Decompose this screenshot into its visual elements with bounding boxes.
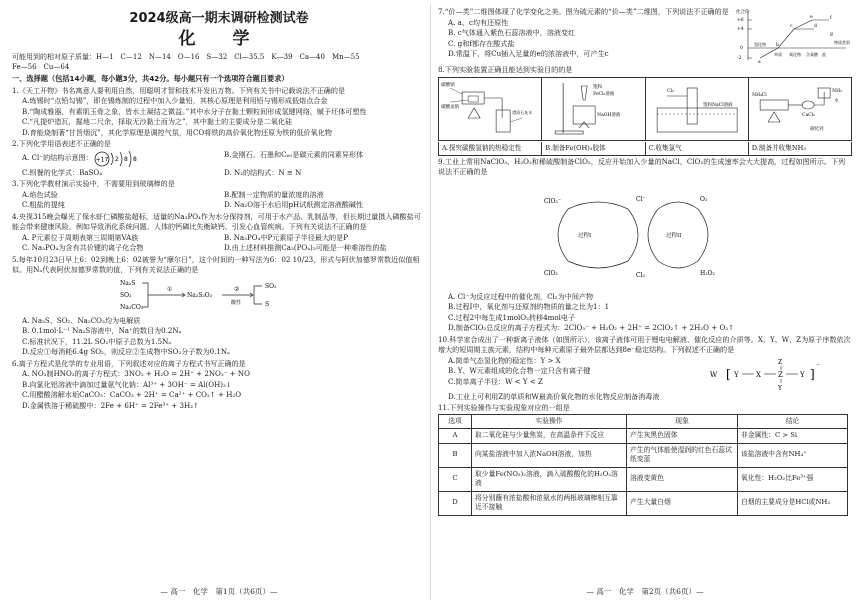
graph-point-d: d bbox=[814, 23, 817, 29]
chloride-ion-structure-diagram bbox=[93, 150, 141, 168]
label: FeCl₃溶液 bbox=[593, 92, 615, 97]
struct-z-center: Z bbox=[778, 370, 783, 379]
option-b: B. c气体通入紫色石蕊溶液中，溶液变红 bbox=[448, 28, 576, 37]
graph-point-a: a bbox=[758, 59, 761, 64]
graph-cat-5: 盐 bbox=[822, 51, 826, 57]
graph-cat-2: 单质 bbox=[774, 51, 782, 57]
option-d: D.由上述材料推测Ca₃(PO₄)₂可能是一种难溶性的盐 bbox=[224, 243, 387, 252]
struct-y-left: Y bbox=[734, 370, 739, 379]
table-row bbox=[439, 491, 848, 515]
option-c: C.收集氯气 bbox=[646, 142, 749, 155]
option-b: B.制备Fe(OH)₃胶体 bbox=[542, 142, 645, 155]
option-d: D.工业上可利用Z的单质和W最高价氧化物的水化物反应制备消毒液 bbox=[448, 391, 660, 401]
question-stem: 5.每年10月23日早上6：02到晚上6：02被誉为“摩尔日”，这个时间的一种写法为6：02 10/23，形式与阿伏加德罗常数近似值相似。用Nₐ代表阿伏加德罗常数的值，下列有关说法正确的是 bbox=[12, 254, 420, 274]
graph-tick-4: +4 bbox=[737, 26, 744, 32]
cell-operation: 取二氧化硅与少量焦炭，在高温条件下反应 bbox=[472, 429, 627, 444]
question-stem: 7.“价—类”二维图体现了化学变化之美。图为硫元素的“价—类”二维图，下列说法不正确的是 bbox=[438, 7, 729, 16]
option-b: B.向氯化铝溶液中滴加过量氨气化钠：Al³⁺ + 3OH⁻ = Al(OH)₃↓ bbox=[22, 379, 232, 389]
option-c: C.过程2中每生成1molO₂转移4mol电子 bbox=[448, 312, 576, 322]
cycle-node: 过程I bbox=[578, 232, 592, 239]
cell-phenomenon: 溶液变黄色 bbox=[627, 467, 738, 491]
label: NH₃ bbox=[831, 89, 842, 94]
atomic-masses-line1: 可能用到的相对原子质量：H—1 C—12 N—14 O—16 S—32 Cl—35.5 K—39 Ca—40 Mn—55 bbox=[12, 53, 360, 61]
struct-cation: W bbox=[710, 370, 718, 379]
exam-subject: 化 学 bbox=[178, 29, 260, 49]
option-d: D.常温下，将Cu插入足量的e的浓溶液中，可产生c bbox=[448, 49, 609, 58]
label: 饱和NaCl溶液 bbox=[702, 103, 733, 108]
struct-x-left: X bbox=[756, 370, 761, 379]
cell-phenomenon: 产生的气体能使湿润的红色石蕊试纸变蓝 bbox=[627, 443, 738, 467]
question-2 bbox=[12, 139, 426, 178]
cycle-node: 过程II bbox=[666, 232, 682, 239]
option-b: B.金刚石、石墨和C₆₀是碳元素的同素异形体 bbox=[224, 149, 364, 159]
graph-cat-4: 含氧酸 bbox=[806, 51, 818, 57]
cycle-node: ClO₂ bbox=[544, 269, 558, 277]
question-6 bbox=[12, 359, 426, 412]
cycle-node: H₂O₂ bbox=[700, 269, 715, 277]
question-7 bbox=[438, 7, 852, 64]
option-c: C. Na₃PO₄为含有共价键的离子化合物 bbox=[22, 243, 144, 252]
option-b: B. Y、W元素组成的化合物一定只含有离子键 bbox=[448, 366, 591, 375]
cycle-node: Cl⁻ bbox=[636, 195, 646, 203]
struct-charge: ⁻ bbox=[816, 361, 820, 370]
label: Cl₂ bbox=[666, 89, 674, 94]
option-b: B.配制一定物质的量浓度的溶液 bbox=[224, 189, 324, 199]
svg-text:+17: +17 bbox=[95, 156, 109, 163]
table-row bbox=[439, 443, 848, 467]
cell-operation: 将分别蘸有浓盐酸和浓氨水的两根玻璃棒相互靠近不接触 bbox=[472, 491, 627, 515]
cell-phenomenon: 产生大量白烟 bbox=[627, 491, 738, 515]
svg-text:8: 8 bbox=[132, 155, 137, 163]
scheme-step-2: ② bbox=[234, 285, 240, 293]
label: 碳酸钠 bbox=[441, 83, 455, 88]
cycle-node: ClO₃⁻ bbox=[544, 197, 562, 205]
option-d: D.制备ClO₂总反应的离子方程式为：2ClO₃⁻ + H₂O₂ + 2H⁺ = 2ClO₂↑ + 2H₂O + O₂↑ bbox=[448, 323, 735, 332]
column-header: 选项 bbox=[439, 414, 472, 429]
graph-cat-3: 氧化物 bbox=[789, 51, 801, 57]
option-b: B. Na₃PO₄中P元素原子半径最大的是P bbox=[224, 232, 349, 242]
option-a: A. Cl⁻为反应过程中的催化剂，Cl₂为中间产物 bbox=[448, 291, 594, 301]
label: 碳酸氢钠 bbox=[441, 105, 460, 110]
cell-conclusion: 白烟的主要成分是HCl或NH₃ bbox=[738, 491, 848, 515]
section-heading: 一、选择题（包括14小题，每小题3分，共42分。每小题只有一个选项符合题目要求） bbox=[12, 74, 289, 83]
question-stem: 9.工业上常用NaClO₃、H₂O₂和稀硫酸制备ClO₂，反应开始加入少量的NaCl，ClO₂的生成速率会大大提高，过程如图所示。下列说法不正确的是 bbox=[438, 156, 846, 176]
question-stem: 4.央视315晚会曝光了保水虾仁磷酸盐超标，适量的Na₃PO₄作为水分保持剂，可用于水产品、乳制品等，但长期过量摄入磷酸盐可能会带来健康风险，例如导致消化系统问题、人体的钙磷比失衡缺钙、引发心血管疾病。下列有关说法不正确的是 bbox=[12, 211, 421, 231]
apparatus-captions bbox=[438, 142, 852, 156]
scheme-reactant-3: Na₂CO₃ bbox=[120, 303, 144, 311]
left-column bbox=[12, 6, 426, 411]
apparatus-b bbox=[542, 78, 645, 140]
cell-operation: 取少量Fe(NO₃)₂溶液，滴入硫酸酸化的H₂O₂溶液 bbox=[472, 467, 627, 491]
apparatus-figures bbox=[438, 77, 852, 141]
reaction-cycle-diagram bbox=[488, 180, 788, 290]
option-d: D. N₂的结构式：N ≡ N bbox=[224, 167, 302, 177]
option-c: C.“凡提炉造瓦，掘地二尺余，择取无沙黏土而为之”，其中黏土的主要成分是二氧化硅 bbox=[22, 117, 293, 126]
option-a: A. NO₂制HNO₃的离子方程式：3NO₂ + H₂O = 2H⁺ + 2NO₃⁻ + NO bbox=[22, 369, 250, 378]
cell-option: A bbox=[439, 429, 472, 444]
option-c: C.简单离子半径：W < Y < Z bbox=[448, 376, 543, 386]
question-stem: 3.下列化学教材演示实验中，不需要用到玻璃棒的是 bbox=[12, 179, 175, 188]
experiment-table bbox=[438, 414, 848, 516]
cell-operation: 向某盐溶液中加入浓NaOH溶液，加热 bbox=[472, 443, 627, 467]
atomic-masses-line2: Fe—56 Cu—64 bbox=[12, 63, 70, 71]
struct-bracket-left: [ bbox=[726, 366, 731, 381]
struct-y-right: Y bbox=[800, 370, 805, 379]
ionic-liquid-structure bbox=[702, 356, 852, 392]
right-column bbox=[438, 6, 852, 516]
cell-option: B bbox=[439, 443, 472, 467]
option-a: A. Na₂S、SO₂、Na₂CO₃均为电解质 bbox=[22, 315, 141, 325]
struct-z-top: Z bbox=[778, 358, 783, 366]
label: CaCl₂ bbox=[801, 113, 815, 118]
apparatus-a bbox=[439, 78, 542, 140]
label: 碳化钙 bbox=[809, 127, 824, 132]
question-9 bbox=[438, 157, 852, 334]
page-divider bbox=[430, 4, 431, 600]
option-b: B.过程I中，氧化剂与还原剂的物质的量之比为1：1 bbox=[448, 302, 610, 311]
option-a: A.炼锡时“点铅勾锡”，即在锡炼制的过程中加入少量铅，其核心原理是利用铅与锡形成低熔点合金 bbox=[22, 96, 328, 105]
graph-tick-6: +6 bbox=[737, 17, 744, 23]
option-b: B.“陶成雅器，有素肌玉骨之象，皆水土凝结之微益。”其中水分子在黏土颗粒间形成氢键网络，赋予坯体可塑性 bbox=[22, 106, 367, 116]
option-a: A.焰色试验 bbox=[22, 189, 58, 199]
option-c: C.标准状况下，11.2L SO₂中原子总数为1.5Nₐ bbox=[22, 336, 172, 346]
question-11 bbox=[438, 403, 852, 516]
table-row bbox=[439, 429, 848, 444]
question-stem: 8.下列实验装置正确且能达到实验目的的是 bbox=[438, 64, 573, 74]
question-8 bbox=[438, 65, 852, 156]
scheme-reactant-2: SO₂ bbox=[120, 291, 132, 299]
question-stem: 6.离子方程式是化学的专业用语，下列叙述对应的离子方程式书写正确的是 bbox=[12, 358, 246, 368]
struct-y-bottom: Y bbox=[778, 384, 782, 392]
graph-tick-m2: -2 bbox=[737, 55, 742, 61]
cell-conclusion: 该盐溶液中含有NH₄⁺ bbox=[738, 443, 848, 467]
cell-conclusion: 非金属性：C > Si bbox=[738, 429, 848, 444]
option-b: B. 0.1mol·L⁻¹ Na₂S溶液中，Na⁺的数目为0.2Nₐ bbox=[22, 326, 182, 335]
option-c: C. g和f都存在酸式盐 bbox=[448, 38, 515, 48]
question-stem: 10.科学家合成出了一种新离子液体（如图所示），该离子液体可用于锂电电解液、催化反应的介质等。X、Y、W、Z为原子序数依次增大的短周期主族元素，结构中每种元素原子最外层都达到8e⁻稳定结构。下列叙述不正确的是 bbox=[438, 334, 851, 354]
question-4 bbox=[12, 212, 426, 254]
exam-title: 2024级高一期末调研检测试卷 bbox=[129, 11, 309, 26]
scheme-step-1: ① bbox=[167, 285, 173, 293]
label: 澄清石灰水 bbox=[512, 110, 533, 115]
sulfur-valence-class-graph bbox=[734, 8, 852, 64]
column-header: 现象 bbox=[627, 414, 738, 429]
column-header: 结论 bbox=[738, 414, 848, 429]
question-stem: 2.下列化学用语表述不正确的是 bbox=[12, 139, 111, 148]
label: 饱和 bbox=[593, 85, 603, 90]
option-a: A. P元素位于周期表第三周期第VA族 bbox=[22, 232, 139, 242]
option-d: D.育能烧制著“甘旨烟沉”，其化学原理是调控气氛，用CO将铁的高价氧化物还原为铁的低价氧化物 bbox=[22, 127, 332, 137]
cycle-node: O₂ bbox=[700, 195, 708, 203]
cell-option: C bbox=[439, 467, 472, 491]
page-footer-left: — 高一 化学 第1页（共6页）— bbox=[160, 587, 278, 596]
apparatus-d bbox=[749, 78, 851, 140]
graph-point-c: c bbox=[790, 23, 793, 29]
question-stem: 11.下列实验操作与实验现象对应的一组是 bbox=[438, 403, 570, 412]
question-3 bbox=[12, 179, 426, 211]
option-c: C.用醋酸溶解水垢CaCO₃：CaCO₃ + 2H⁺ = Ca²⁺ + CO₂↑ + H₂O bbox=[22, 390, 242, 399]
option-d: D.金属铁溶于稀硫酸中：2Fe + 6H⁺ = 2Fe³⁺ + 3H₂↑ bbox=[22, 400, 199, 410]
cell-conclusion: 氧化性：H₂O₂比Fe³⁺强 bbox=[738, 467, 848, 491]
option-c: C.钡餐的化学式：BaSO₄ bbox=[22, 167, 103, 177]
graph-axis-y: 化合价 bbox=[736, 9, 750, 15]
column-header: 实验操作 bbox=[472, 414, 627, 429]
graph-point-b: b bbox=[776, 42, 779, 48]
label: NaOH溶液 bbox=[597, 113, 621, 118]
table-row bbox=[439, 467, 848, 491]
scheme-reactant-1: Na₂S bbox=[120, 279, 136, 287]
graph-cat-1: 氢化物 bbox=[754, 41, 766, 47]
graph-tick-0: 0 bbox=[740, 45, 743, 51]
option-a: A. a、c均有还原性 bbox=[448, 17, 509, 27]
graph-point-f: f bbox=[830, 15, 832, 21]
scheme-product-1: SO₂ bbox=[265, 282, 277, 290]
svg-text:8: 8 bbox=[123, 155, 128, 163]
cycle-node: Cl₂ bbox=[636, 271, 645, 279]
option-d: D.反应①每消耗6.4g SO₂，则反应②生成物中SO₂分子数为0.1Nₐ bbox=[22, 347, 230, 356]
struct-bracket-right: ] bbox=[810, 366, 815, 381]
question-1 bbox=[12, 86, 426, 139]
graph-point-e: e bbox=[810, 14, 813, 20]
question-10 bbox=[438, 335, 852, 403]
reaction-scheme bbox=[112, 276, 312, 316]
cell-phenomenon: 产生灰黑色固体 bbox=[627, 429, 738, 444]
option-d: D. Na₂O溶于水后用pH试纸测定溶液酸碱性 bbox=[224, 200, 364, 209]
option-c: C.粗盐的提纯 bbox=[22, 200, 65, 209]
scheme-acid-label: 酸性 bbox=[231, 299, 242, 306]
option-a: A. Cl⁻的结构示意图： bbox=[22, 153, 93, 163]
table-header-row bbox=[439, 414, 848, 429]
graph-point-g: g bbox=[830, 31, 833, 37]
label: NH₄Cl bbox=[751, 93, 767, 98]
scheme-intermediate: Na₂S₂O₃ bbox=[187, 291, 213, 299]
option-a: A.简单气态氢化物的稳定性：Y > X bbox=[448, 355, 561, 365]
option-d: D.制备并收集NH₃ bbox=[751, 144, 807, 152]
graph-axis-x: 物质类别 bbox=[834, 39, 850, 45]
label: 水 bbox=[833, 99, 839, 104]
question-stem: 1.《天工开物》书名寓意人要利用自然，用聪明才智和技术开发出万物。下列有关书中记载说法不正确的是 bbox=[12, 85, 346, 95]
option-a: A.探究碳酸氢钠的热稳定性 bbox=[439, 142, 542, 155]
question-5 bbox=[12, 255, 426, 358]
scheme-product-2: S bbox=[265, 300, 270, 308]
svg-text:2: 2 bbox=[114, 155, 119, 163]
cell-option: D bbox=[439, 491, 472, 515]
apparatus-c bbox=[646, 78, 749, 140]
page-footer-right: — 高一 化学 第2页（共6页）— bbox=[586, 587, 704, 596]
